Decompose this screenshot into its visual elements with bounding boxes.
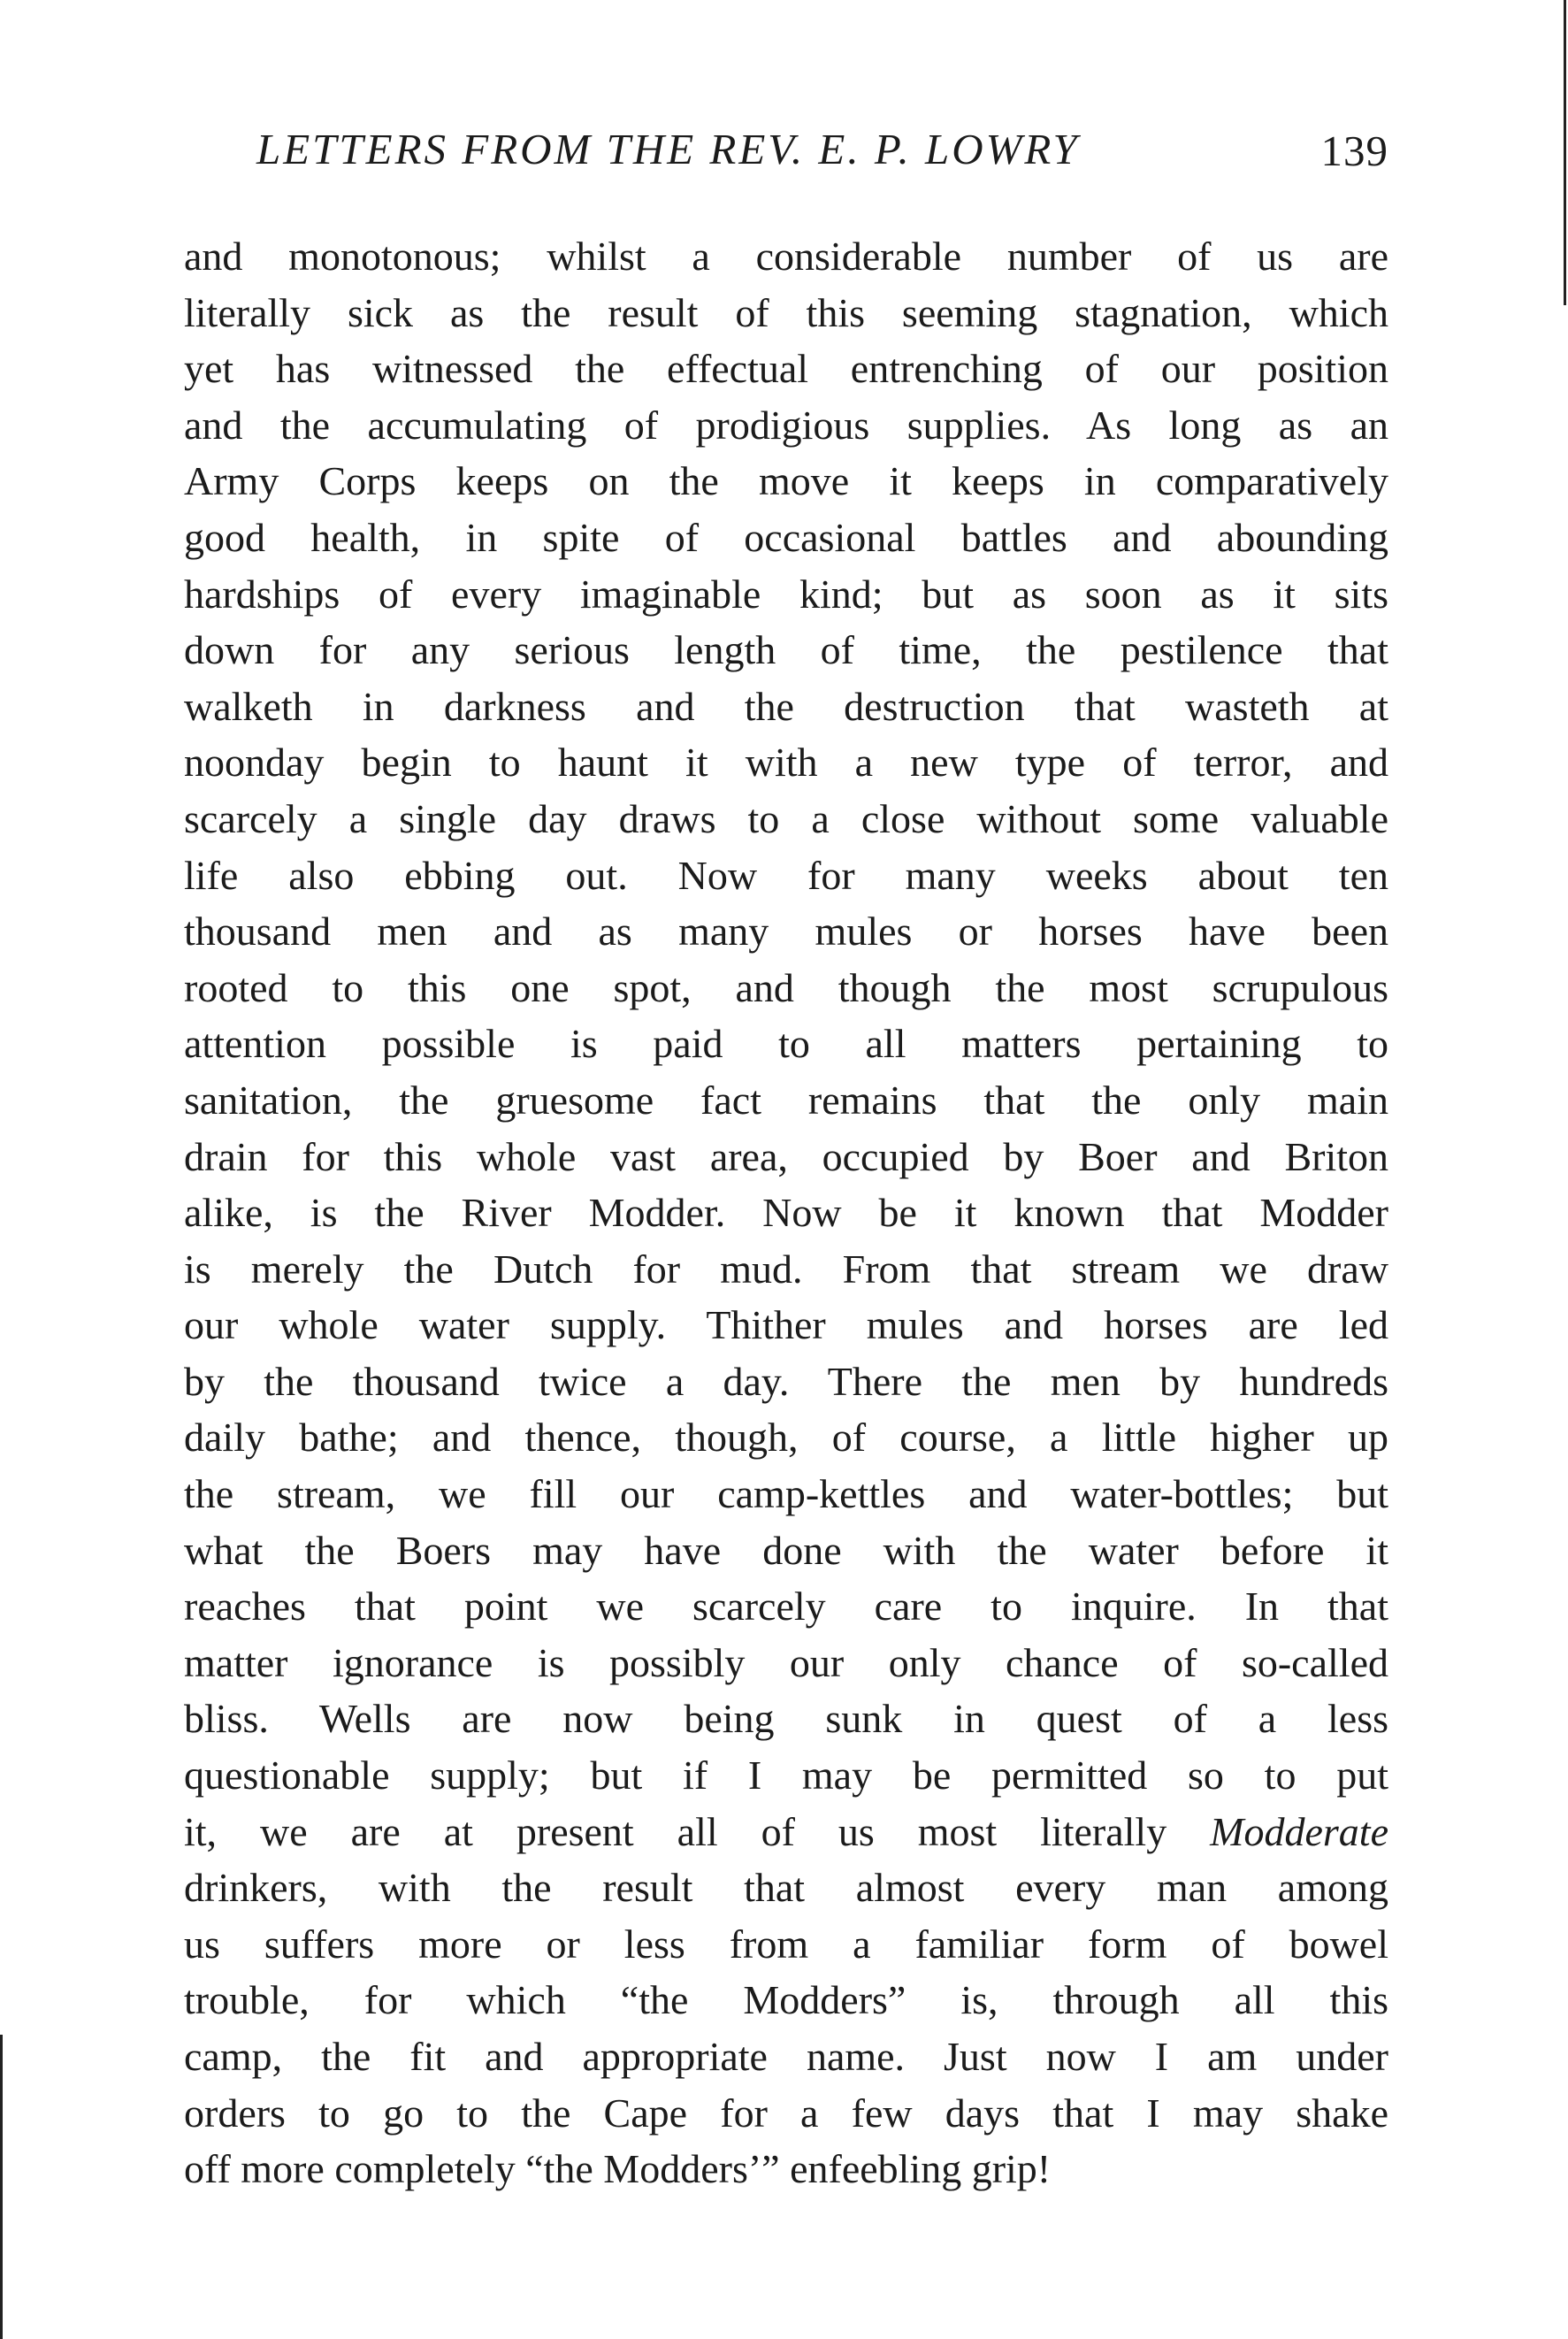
text-line: yet has witnessed the effectual entrenching of our position [184,346,1388,392]
text-line: is merely the Dutch for mud. From that stream we draw [184,1246,1388,1292]
text-line-with-italic [184,1804,1388,1860]
text-line: thousand men and as many mules or horses have been [184,909,1388,955]
text-line: scarcely a single day draws to a close without some valuable [184,795,1388,841]
italic-word: Modderate [1210,1808,1389,1854]
text-line: camp, the fit and appropriate name. Just now I am under [184,2034,1388,2079]
text-line-segment: it, we are at present all of us most literally [184,1808,1167,1854]
page-edge-shadow [0,2035,3,2339]
text-line: questionable supply; but if I may be permitted so to put [184,1752,1388,1798]
text-line: drinkers, with the result that almost every man among [184,1865,1388,1911]
text-line: down for any serious length of time, the pestilence that [184,627,1388,673]
text-line: off more completely “the Modders’” enfeebling grip! [184,2146,1052,2192]
page-header [186,124,1388,195]
text-line: trouble, for which “the Modders” is, through all this [184,1977,1388,2023]
text-line: drain for this whole vast area, occupied by Boer and Briton [184,1133,1388,1179]
text-line: rooted to this one spot, and though the most scrupulous [184,964,1388,1010]
body-text [184,228,1388,2197]
text-line: what the Boers may have done with the water before it [184,1527,1388,1573]
text-line: alike, is the River Modder. Now be it known that Modder [184,1190,1388,1236]
text-line: hardships of every imaginable kind; but as soon as it sits [184,571,1388,617]
text-line: Army Corps keeps on the move it keeps in comparatively [184,458,1388,504]
text-line: and monotonous; whilst a considerable number of us are [184,234,1388,279]
running-title: LETTERS FROM THE REV. E. P. LOWRY [256,125,1080,173]
text-line: matter ignorance is possibly our only chance of so-called [184,1639,1388,1685]
text-line: orders to go to the Cape for a few days that I may shake [184,2090,1388,2136]
text-line: daily bathe; and thence, though, of course, a little higher up [184,1415,1388,1461]
text-line: by the thousand twice a day. There the men by hundreds [184,1358,1388,1404]
text-line: literally sick as the result of this seeming stagnation, which [184,289,1388,335]
text-line: attention possible is paid to all matters pertaining to [184,1021,1388,1067]
text-line: good health, in spite of occasional battles and abounding [184,514,1388,560]
text-line: noonday begin to haunt it with a new type of terror, and [184,740,1388,786]
text-line: bliss. Wells are now being sunk in quest of a less [184,1696,1388,1742]
text-line: our whole water supply. Thither mules and horses are led [184,1302,1388,1348]
text-line: reaches that point we scarcely care to inquire. In that [184,1584,1388,1630]
text-line: sanitation, the gruesome fact remains that the only main [184,1077,1388,1123]
text-line: walketh in darkness and the destruction that wasteth at [184,683,1388,729]
text-line: and the accumulating of prodigious supplies. As long as an [184,402,1388,448]
page-edge-shadow [1564,0,1566,305]
text-line: life also ebbing out. Now for many weeks about ten [184,852,1388,898]
text-line: the stream, we fill our camp-kettles and water-bottles; but [184,1471,1388,1517]
text-line: us suffers more or less from a familiar form of bowel [184,1921,1388,1967]
page-number: 139 [1320,127,1388,175]
